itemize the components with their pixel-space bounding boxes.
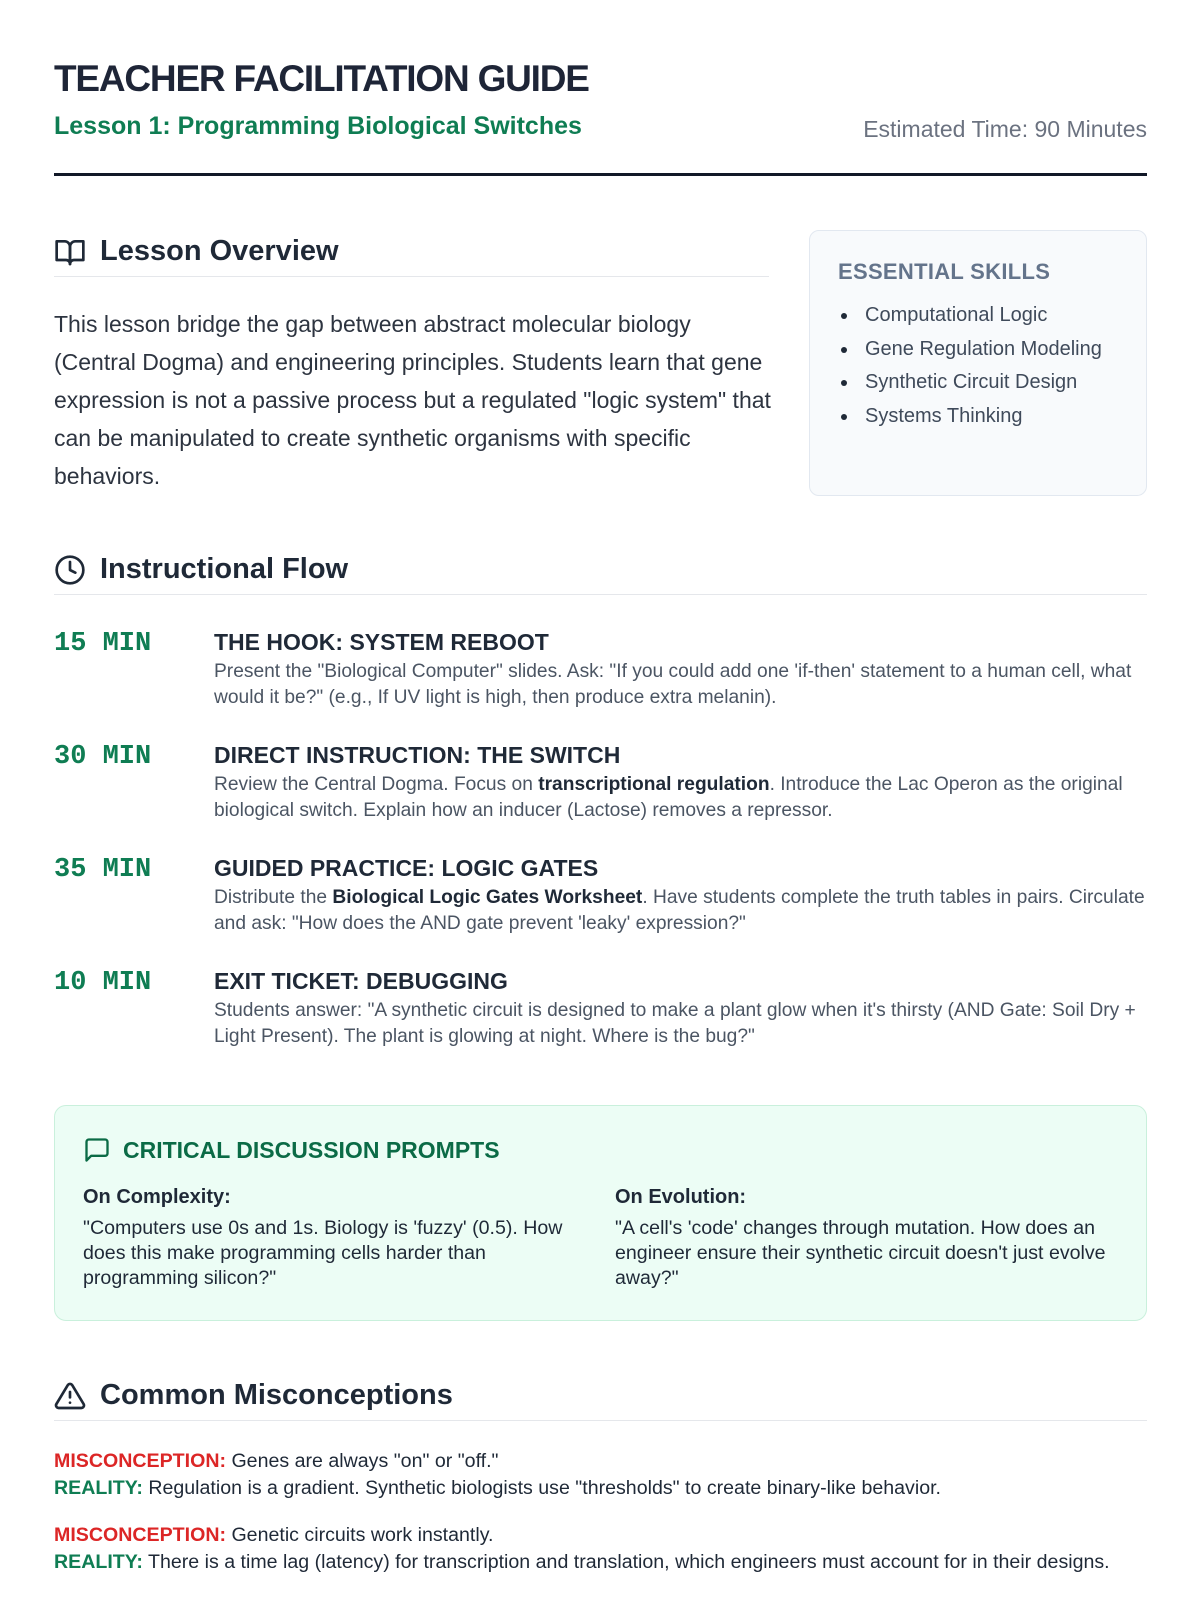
flow-step-description: Review the Central Dogma. Focus on transcriptional regulation. Introduce the Lac Operon as the original biological switch. Explain how an inducer (Lactose) removes a repressor. [214, 774, 1123, 821]
misconception-line: MISCONCEPTION: Genes are always "on" or "off." [54, 1450, 499, 1472]
misconceptions-heading [54, 1379, 1147, 1421]
instructional-flow-heading [54, 553, 1147, 595]
misconceptions-label: Common Misconceptions [100, 1379, 453, 1411]
warning-triangle-icon [54, 1380, 86, 1412]
skill-item: Gene Regulation Modeling [838, 333, 1118, 367]
discussion-prompts-box [54, 1105, 1147, 1321]
misconception-item [54, 1448, 1147, 1501]
instructional-flow-label: Instructional Flow [100, 553, 349, 585]
flow-step-description: Present the "Biological Computer" slides. Ask: "If you could add one 'if-then' statement to a human cell, what would it be?" (e.g., If UV light is high, then produce extra melanin). [214, 661, 1132, 708]
reality-line: REALITY: Regulation is a gradient. Synthetic biologists use "thresholds" to create binary-like behavior. [54, 1476, 941, 1499]
discussion-prompts-label: CRITICAL DISCUSSION PROMPTS [123, 1136, 500, 1163]
lesson-overview-label: Lesson Overview [100, 235, 339, 267]
flow-step-title: THE HOOK: SYSTEM REBOOT [214, 629, 549, 655]
skill-item: Computational Logic [838, 299, 1118, 333]
lesson-subtitle: Lesson 1: Programming Biological Switches [54, 112, 582, 140]
reality-line: REALITY: There is a time lag (latency) for transcription and translation, which engineers must account for in their designs. [54, 1550, 1110, 1573]
flow-step-description: Distribute the Biological Logic Gates Worksheet. Have students complete the truth tables in pairs. Circulate and ask: "How does the AND gate prevent 'leaky' expression?" [214, 887, 1145, 934]
essential-skills-card [809, 230, 1147, 496]
skill-item: Synthetic Circuit Design [838, 366, 1118, 400]
flow-step-title: EXIT TICKET: DEBUGGING [214, 968, 508, 994]
flow-step-time: 30 MIN [54, 742, 152, 772]
clock-icon [54, 554, 86, 586]
flow-step-title: DIRECT INSTRUCTION: THE SWITCH [214, 742, 621, 768]
flow-step-time: 35 MIN [54, 855, 152, 885]
facilitation-guide-page [54, 0, 1147, 1600]
lesson-overview-heading [54, 235, 769, 277]
prompt-complexity [83, 1186, 583, 1291]
flow-step-title: GUIDED PRACTICE: LOGIC GATES [214, 855, 599, 881]
misconception-item [54, 1522, 1147, 1575]
flow-step-description: Students answer: "A synthetic circuit is designed to make a plant glow when it's thirsty (AND Gate: Soil Dry + Light Present). The plant is glowing at night. Where is the bug?" [214, 1000, 1136, 1047]
header-divider [54, 173, 1147, 176]
skill-item: Systems Thinking [838, 400, 1118, 434]
prompt-title: On Complexity: [83, 1186, 231, 1208]
speech-bubble-icon [83, 1136, 111, 1164]
estimated-time: Estimated Time: 90 Minutes [863, 116, 1147, 142]
flow-step-time: 15 MIN [54, 629, 152, 659]
lesson-overview-text: This lesson bridge the gap between abstract molecular biology (Central Dogma) and engineering principles. Students learn that gene expression is not a passive process but a regulated "logic system" that can be manipulated to create synthetic organisms with specific behaviors. [54, 311, 771, 489]
prompt-title: On Evolution: [615, 1186, 747, 1208]
prompt-text: "Computers use 0s and 1s. Biology is 'fuzzy' (0.5). How does this make programming cells harder than programming silicon?" [83, 1217, 563, 1289]
discussion-prompts-heading [83, 1136, 500, 1164]
flow-step-time: 10 MIN [54, 968, 152, 998]
prompt-text: "A cell's 'code' changes through mutation. How does an engineer ensure their synthetic circuit doesn't just evolve away?" [615, 1217, 1106, 1289]
misconception-line: MISCONCEPTION: Genetic circuits work instantly. [54, 1524, 494, 1546]
open-book-icon [54, 236, 86, 268]
page-title: TEACHER FACILITATION GUIDE [54, 58, 589, 99]
essential-skills-list [838, 299, 1118, 433]
essential-skills-title: ESSENTIAL SKILLS [838, 259, 1051, 284]
prompt-evolution [615, 1186, 1115, 1291]
